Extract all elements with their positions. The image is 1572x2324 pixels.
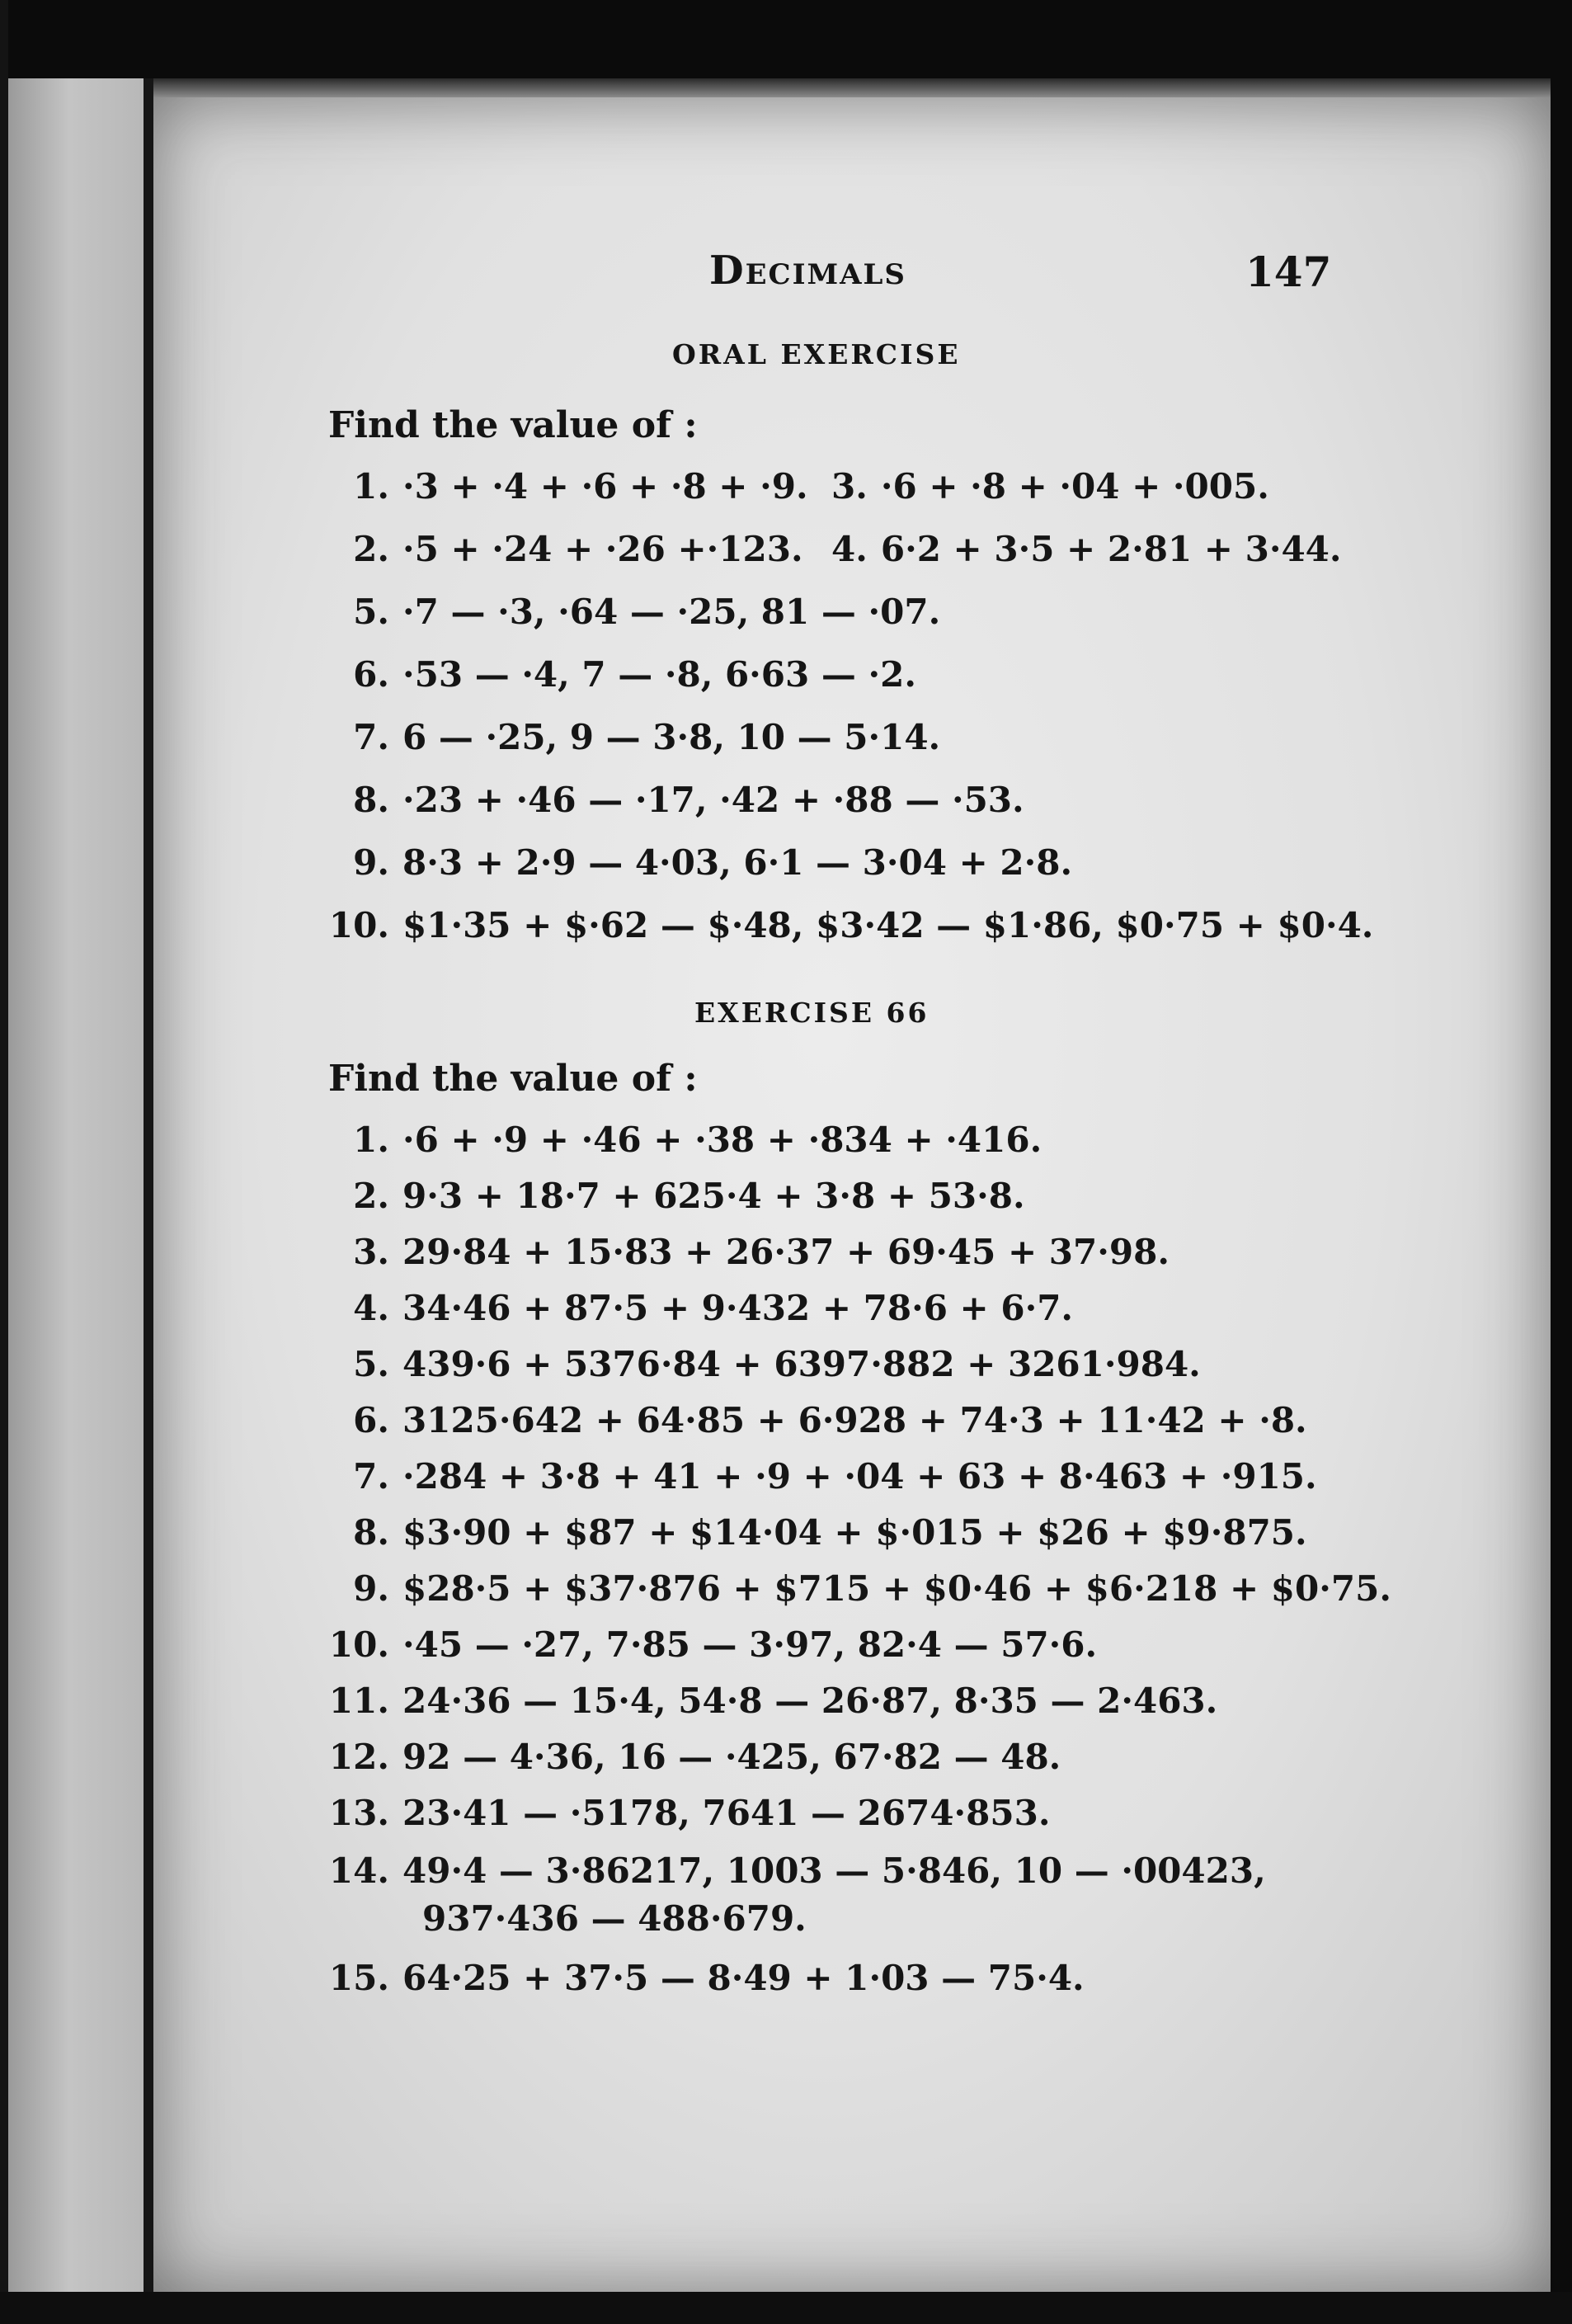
item-number: 1. bbox=[353, 466, 389, 507]
item-expression: $3·90 + $87 + $14·04 + $·015 + $26 + $9·875. bbox=[402, 1512, 1307, 1553]
exercise-item bbox=[322, 1512, 1307, 1553]
item-number: 2. bbox=[353, 1176, 389, 1216]
item-expression: 64·25 + 37·5 — 8·49 + 1·03 — 75·4. bbox=[402, 1958, 1085, 1998]
item-expression: ·5 + ·24 + ·26 +·123. bbox=[402, 529, 803, 569]
exercise-66-title: EXERCISE 66 bbox=[694, 997, 930, 1029]
oral-row-1-2 bbox=[322, 466, 1269, 507]
item-number: 1. bbox=[353, 1120, 389, 1160]
exercise-item bbox=[322, 1793, 1050, 1833]
item-expression: 8·3 + 2·9 — 4·03, 6·1 — 3·04 + 2·8. bbox=[402, 842, 1073, 883]
item-number: 12. bbox=[328, 1737, 389, 1777]
binding-gutter bbox=[144, 78, 153, 2292]
item-number: 8. bbox=[353, 780, 389, 820]
item-number: 11. bbox=[328, 1681, 389, 1721]
item-number: 14. bbox=[328, 1850, 389, 1891]
item-expression: 9·3 + 18·7 + 625·4 + 3·8 + 53·8. bbox=[402, 1176, 1025, 1216]
exercise-item bbox=[322, 1232, 1170, 1272]
item-number: 4. bbox=[831, 529, 868, 569]
item-number: 6. bbox=[353, 654, 389, 695]
item-number: 2. bbox=[353, 529, 389, 569]
oral-item bbox=[322, 654, 916, 695]
item-number: 8. bbox=[353, 1512, 389, 1553]
item-expression: 92 — 4·36, 16 — ·425, 67·82 — 48. bbox=[402, 1737, 1061, 1777]
item-number: 7. bbox=[353, 1456, 389, 1497]
item-expression: 6·2 + 3·5 + 2·81 + 3·44. bbox=[880, 529, 1342, 569]
item-expression: 6 — ·25, 9 — 3·8, 10 — 5·14. bbox=[402, 717, 941, 757]
item-expression: ·6 + ·8 + ·04 + ·005. bbox=[880, 466, 1269, 507]
scan-top-border bbox=[0, 0, 1572, 78]
item-expression: ·7 — ·3, ·64 — ·25, 81 — ·07. bbox=[402, 592, 941, 632]
item-expression: 23·41 — ·5178, 7641 — 2674·853. bbox=[402, 1793, 1051, 1833]
page-number: 147 bbox=[1245, 247, 1332, 296]
facing-page-edge bbox=[8, 78, 144, 2292]
oral-item bbox=[322, 905, 1373, 945]
exercise-item bbox=[322, 1568, 1391, 1609]
exercise-item bbox=[322, 1850, 1266, 1891]
oral-exercise-title: ORAL EXERCISE bbox=[672, 338, 961, 370]
item-number: 3. bbox=[831, 466, 868, 507]
exercise-item bbox=[322, 1176, 1025, 1216]
item-number: 3. bbox=[353, 1232, 389, 1272]
item-expression: $28·5 + $37·876 + $715 + $0·46 + $6·218 + $0·75. bbox=[402, 1568, 1391, 1609]
scan-right-border bbox=[1551, 0, 1572, 2324]
item-expression: 439·6 + 5376·84 + 6397·882 + 3261·984. bbox=[402, 1344, 1201, 1384]
item-number: 5. bbox=[353, 592, 389, 632]
item-number: 9. bbox=[353, 1568, 389, 1609]
exercise-instruction: Find the value of : bbox=[328, 1058, 698, 1100]
item-number: 6. bbox=[353, 1400, 389, 1440]
exercise-item bbox=[322, 1958, 1085, 1998]
item-expression: $1·35 + $·62 — $·48, $3·42 — $1·86, $0·75 + $0·4. bbox=[402, 905, 1374, 945]
item-number: 9. bbox=[353, 842, 389, 883]
page-top-shadow bbox=[153, 78, 1551, 97]
item-number: 13. bbox=[328, 1793, 389, 1833]
item-number: 15. bbox=[328, 1958, 389, 1998]
item-number: 10. bbox=[328, 1624, 389, 1665]
item-number: 5. bbox=[353, 1344, 389, 1384]
exercise-item bbox=[322, 1120, 1042, 1160]
exercise-item bbox=[322, 1344, 1201, 1384]
oral-item bbox=[322, 842, 1072, 883]
exercise-item bbox=[322, 1288, 1073, 1328]
item-expression: 29·84 + 15·83 + 26·37 + 69·45 + 37·98. bbox=[402, 1232, 1170, 1272]
exercise-item bbox=[322, 1737, 1061, 1777]
oral-instruction: Find the value of : bbox=[328, 404, 698, 446]
item-number: 4. bbox=[353, 1288, 389, 1328]
item-expression: ·6 + ·9 + ·46 + ·38 + ·834 + ·416. bbox=[402, 1120, 1043, 1160]
item-expression: 49·4 — 3·86217, 1003 — 5·846, 10 — ·00423, bbox=[402, 1850, 1266, 1891]
item-expression: ·3 + ·4 + ·6 + ·8 + ·9. bbox=[402, 466, 808, 507]
exercise-item bbox=[322, 1681, 1217, 1721]
exercise-item bbox=[322, 1624, 1097, 1665]
item-expression: 34·46 + 87·5 + 9·432 + 78·6 + 6·7. bbox=[402, 1288, 1074, 1328]
exercise-item bbox=[322, 1456, 1317, 1497]
oral-item bbox=[322, 717, 940, 757]
exercise-item bbox=[322, 1400, 1307, 1440]
item-expression: 24·36 — 15·4, 54·8 — 26·87, 8·35 — 2·463. bbox=[402, 1681, 1218, 1721]
oral-item bbox=[322, 592, 940, 632]
scan-left-border bbox=[0, 0, 8, 2324]
item-expression: ·45 — ·27, 7·85 — 3·97, 82·4 — 57·6. bbox=[402, 1624, 1098, 1665]
item-number: 7. bbox=[353, 717, 389, 757]
item-expression: ·284 + 3·8 + 41 + ·9 + ·04 + 63 + 8·463 + ·915. bbox=[402, 1456, 1317, 1497]
oral-row-3-4 bbox=[322, 529, 1342, 569]
scan-bottom-border bbox=[0, 2292, 1572, 2324]
item-continuation: 937·436 — 488·679. bbox=[422, 1898, 807, 1939]
item-expression: ·23 + ·46 — ·17, ·42 + ·88 — ·53. bbox=[402, 780, 1024, 820]
item-expression: ·53 — ·4, 7 — ·8, 6·63 — ·2. bbox=[402, 654, 916, 695]
oral-item bbox=[322, 780, 1024, 820]
item-expression: 3125·642 + 64·85 + 6·928 + 74·3 + 11·42 + ·8. bbox=[402, 1400, 1307, 1440]
item-number: 10. bbox=[328, 905, 389, 945]
running-header: Decimals bbox=[709, 247, 906, 294]
